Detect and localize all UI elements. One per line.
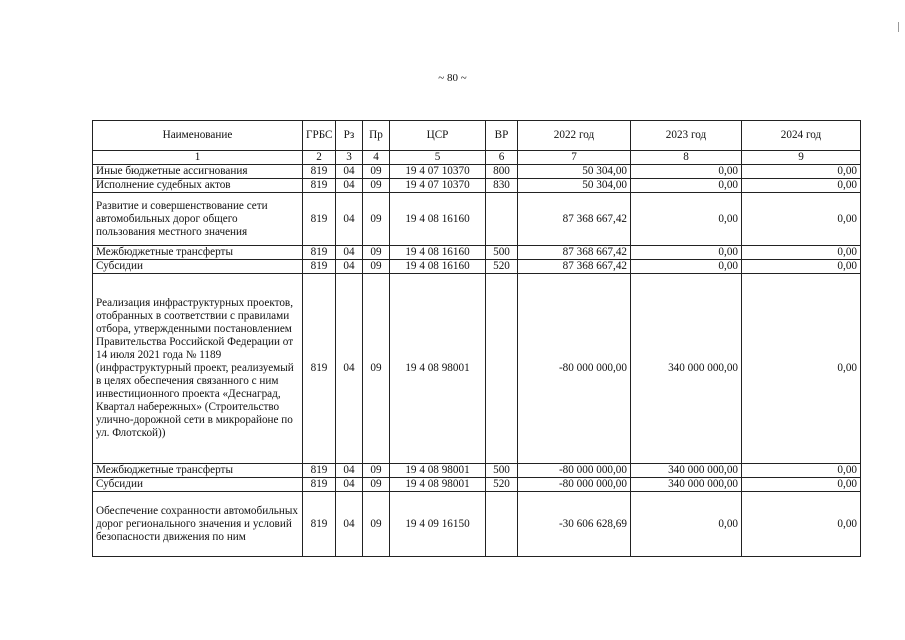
table-row [93,492,861,557]
row-2023: 0,00 [631,260,742,274]
table-header-row [93,121,861,151]
row-vr: 830 [486,179,518,193]
col-index: 6 [486,151,518,165]
col-index: 9 [742,151,861,165]
row-grbs: 819 [303,478,336,492]
page-edge-mark [898,22,899,32]
header-grbs: ГРБС [303,121,336,151]
row-pr: 09 [363,179,390,193]
col-index: 5 [390,151,486,165]
row-2023: 0,00 [631,193,742,246]
row-rz: 04 [336,274,363,464]
row-name: Субсидии [93,478,303,492]
row-grbs: 819 [303,179,336,193]
row-rz: 04 [336,193,363,246]
col-index: 4 [363,151,390,165]
row-2024: 0,00 [742,492,861,557]
row-2023: 340 000 000,00 [631,464,742,478]
row-2022: 87 368 667,42 [518,193,631,246]
row-rz: 04 [336,179,363,193]
row-pr: 09 [363,478,390,492]
row-2023: 0,00 [631,179,742,193]
row-2024: 0,00 [742,193,861,246]
row-2022: 50 304,00 [518,179,631,193]
row-2022: -30 606 628,69 [518,492,631,557]
header-2024: 2024 год [742,121,861,151]
header-2022: 2022 год [518,121,631,151]
row-vr: 520 [486,478,518,492]
row-2022: -80 000 000,00 [518,274,631,464]
row-2024: 0,00 [742,464,861,478]
row-2022: 87 368 667,42 [518,246,631,260]
table-row [93,246,861,260]
row-2024: 0,00 [742,274,861,464]
row-vr: 500 [486,464,518,478]
row-pr: 09 [363,492,390,557]
page-number: ~ 80 ~ [438,72,467,84]
col-index: 8 [631,151,742,165]
row-grbs: 819 [303,492,336,557]
table-row [93,165,861,179]
row-pr: 09 [363,165,390,179]
table-row [93,274,861,464]
row-pr: 09 [363,193,390,246]
row-csr: 19 4 08 16160 [390,193,486,246]
table-row [93,193,861,246]
row-pr: 09 [363,274,390,464]
row-name: Обеспечение сохранности автомобильных дорог регионального значения и условий безопасности движения по ним [93,492,303,557]
row-name: Межбюджетные трансферты [93,464,303,478]
row-2024: 0,00 [742,478,861,492]
row-csr: 19 4 08 98001 [390,274,486,464]
row-name: Межбюджетные трансферты [93,246,303,260]
row-csr: 19 4 08 98001 [390,478,486,492]
table-row [93,478,861,492]
row-pr: 09 [363,246,390,260]
row-csr: 19 4 09 16150 [390,492,486,557]
header-rz: Рз [336,121,363,151]
row-rz: 04 [336,165,363,179]
row-name: Исполнение судебных актов [93,179,303,193]
row-vr: 800 [486,165,518,179]
row-rz: 04 [336,492,363,557]
row-vr: 500 [486,246,518,260]
row-grbs: 819 [303,193,336,246]
row-grbs: 819 [303,274,336,464]
row-grbs: 819 [303,260,336,274]
row-grbs: 819 [303,464,336,478]
col-index: 3 [336,151,363,165]
row-name: Реализация инфраструктурных проектов, отобранных в соответствии с правилами отбора, утвержденными постановлением Правительства Российской Федерации от 14 июля 2021 года № 1189 (инфраструктурный проект, реализуемый в целях обеспечения связанного с ним инвестиционного проекта «Деснаград, Квартал набережных» (Строительство улично-дорожной сети в микрорайоне по ул. Флотской)) [93,274,303,464]
row-2023: 0,00 [631,165,742,179]
header-name: Наименование [93,121,303,151]
row-2023: 340 000 000,00 [631,274,742,464]
row-name: Субсидии [93,260,303,274]
row-vr [486,492,518,557]
header-csr: ЦСР [390,121,486,151]
row-rz: 04 [336,246,363,260]
row-2024: 0,00 [742,165,861,179]
row-2024: 0,00 [742,179,861,193]
row-pr: 09 [363,260,390,274]
table-row [93,260,861,274]
row-name: Развитие и совершенствование сети автомобильных дорог общего пользования местного значения [93,193,303,246]
row-2022: 50 304,00 [518,165,631,179]
row-2023: 0,00 [631,246,742,260]
header-vr: ВР [486,121,518,151]
column-index-row [93,151,861,165]
row-rz: 04 [336,478,363,492]
col-index: 1 [93,151,303,165]
row-rz: 04 [336,464,363,478]
table-row [93,464,861,478]
row-csr: 19 4 08 16160 [390,260,486,274]
table-row [93,179,861,193]
row-vr [486,274,518,464]
row-csr: 19 4 07 10370 [390,179,486,193]
row-2024: 0,00 [742,260,861,274]
row-grbs: 819 [303,246,336,260]
header-pr: Пр [363,121,390,151]
budget-table [92,120,861,557]
row-pr: 09 [363,464,390,478]
col-index: 2 [303,151,336,165]
row-grbs: 819 [303,165,336,179]
row-2022: 87 368 667,42 [518,260,631,274]
row-2023: 0,00 [631,492,742,557]
row-2023: 340 000 000,00 [631,478,742,492]
row-2022: -80 000 000,00 [518,478,631,492]
row-csr: 19 4 08 98001 [390,464,486,478]
row-2024: 0,00 [742,246,861,260]
header-2023: 2023 год [631,121,742,151]
row-vr [486,193,518,246]
row-2022: -80 000 000,00 [518,464,631,478]
row-csr: 19 4 07 10370 [390,165,486,179]
row-name: Иные бюджетные ассигнования [93,165,303,179]
col-index: 7 [518,151,631,165]
row-vr: 520 [486,260,518,274]
row-rz: 04 [336,260,363,274]
row-csr: 19 4 08 16160 [390,246,486,260]
